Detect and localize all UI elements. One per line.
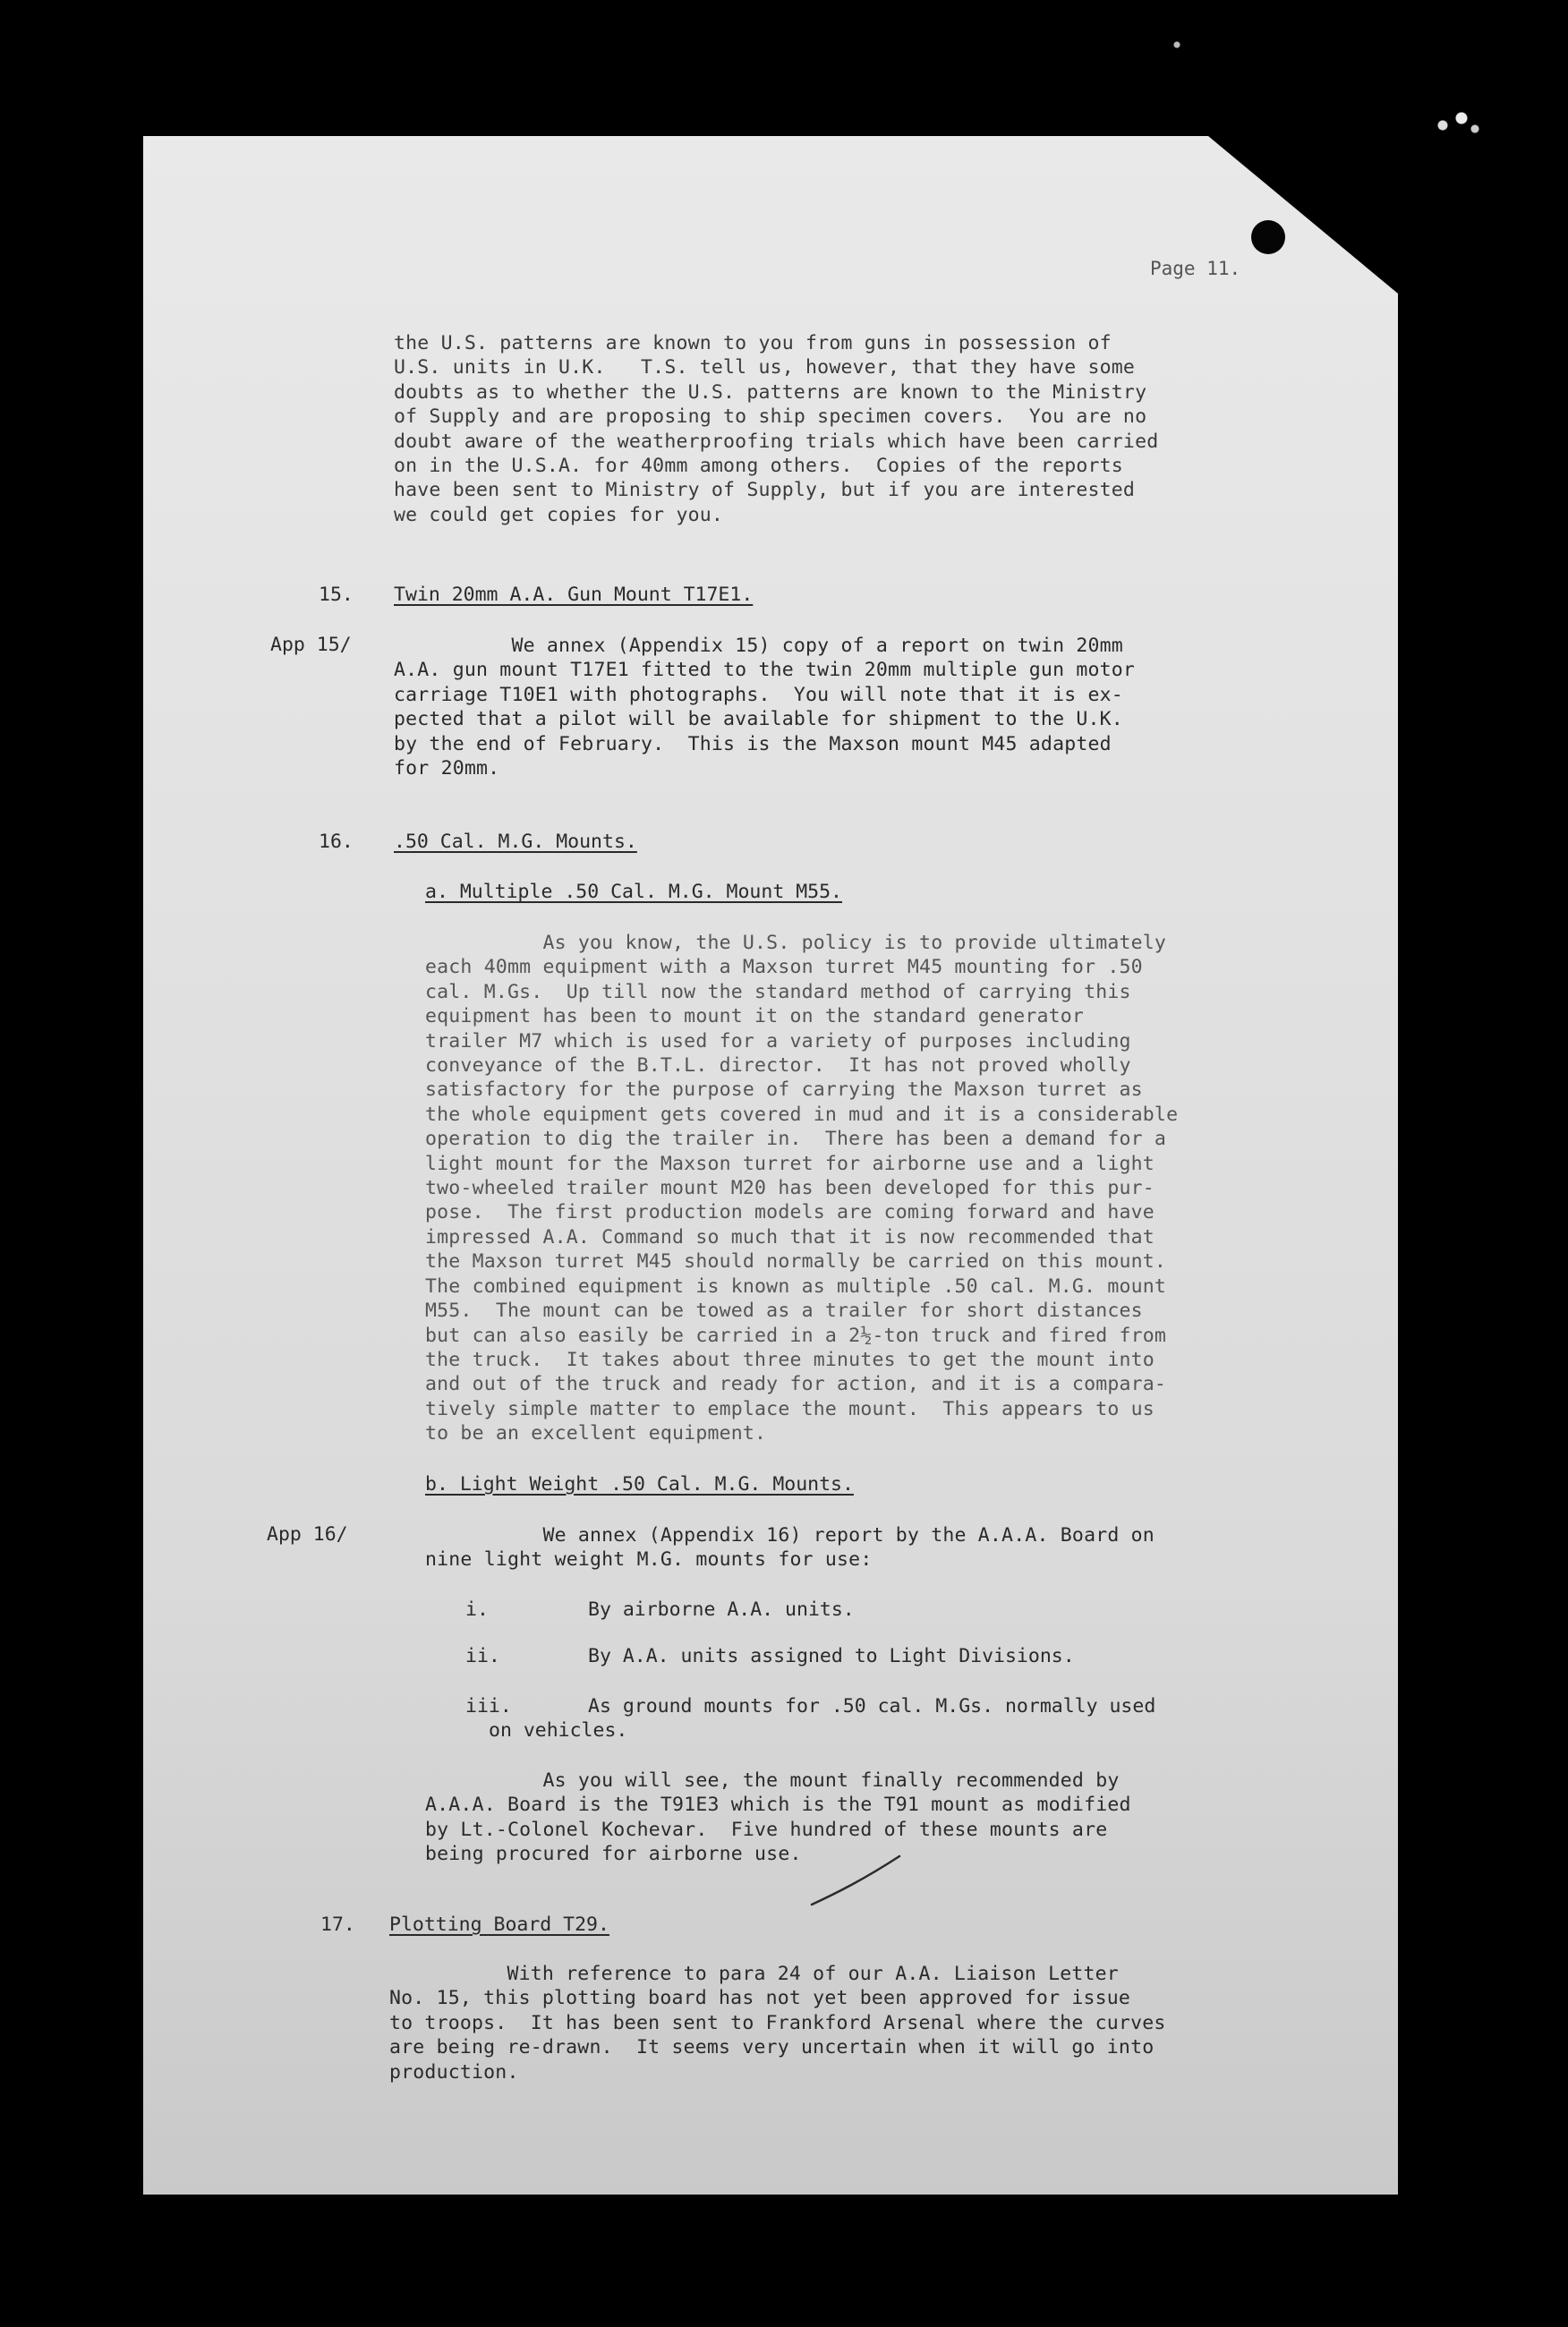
text-line: operation to dig the trailer in. There has been a demand for a xyxy=(425,1128,1167,1151)
text-line: U.S. units in U.K. T.S. tell us, however, that they have some xyxy=(394,356,1136,379)
text-line: carriage T10E1 with photographs. You will note that it is ex- xyxy=(394,683,1123,706)
text-line: We annex (Appendix 15) copy of a report on twin 20mm xyxy=(394,635,1123,657)
text-line: of Supply and are proposing to ship specimen covers. You are no xyxy=(394,405,1147,429)
text-line: the whole equipment gets covered in mud and it is a considerable xyxy=(425,1103,1179,1126)
text-line: the Maxson turret M45 should normally be carried on this mount. xyxy=(425,1250,1167,1274)
text-line: to troops. It has been sent to Frankford Arsenal where the curves xyxy=(389,2011,1166,2034)
list-item-1-number: i. xyxy=(465,1598,489,1621)
section-16b-closing-paragraph xyxy=(425,1769,1131,1867)
text-line: M55. The mount can be towed as a trailer for short distances xyxy=(425,1300,1143,1323)
text-line: each 40mm equipment with a Maxson turret M45 mounting for .50 xyxy=(425,956,1143,979)
list-item-2-number: ii. xyxy=(465,1645,500,1667)
text-line: by the end of February. This is the Maxson mount M45 adapted xyxy=(394,732,1112,755)
pen-tick-mark xyxy=(810,1853,908,1906)
text-line: equipment has been to mount it on the standard generator xyxy=(425,1005,1085,1028)
text-line: two-wheeled trailer mount M20 has been developed for this pur- xyxy=(425,1177,1155,1200)
section-16b-heading: b. Light Weight .50 Cal. M.G. Mounts. xyxy=(425,1473,854,1496)
intro-paragraph xyxy=(394,331,1158,527)
text-line: No. 15, this plotting board has not yet been approved for issue xyxy=(389,1987,1131,2010)
text-line: A.A.A. Board is the T91E3 which is the T91 mount as modified xyxy=(425,1794,1131,1817)
list-item-3-number: iii. xyxy=(465,1695,512,1718)
section-15-heading: Twin 20mm A.A. Gun Mount T17E1. xyxy=(394,584,754,606)
text-line: light mount for the Maxson turret for airborne use and a light xyxy=(425,1152,1155,1175)
section-17-paragraph xyxy=(389,1962,1166,2084)
section-15-number: 15. xyxy=(319,584,354,606)
text-line: but can also easily be carried in a 2½-ton truck and fired from xyxy=(425,1324,1167,1347)
text-line: A.A. gun mount T17E1 fitted to the twin 20mm multiple gun motor xyxy=(394,659,1136,682)
text-line: satisfactory for the purpose of carrying the Maxson turret as xyxy=(425,1078,1143,1102)
section-16b-paragraph xyxy=(425,1523,1155,1573)
text-line: cal. M.Gs. Up till now the standard method of carrying this xyxy=(425,980,1131,1003)
section-17-number: 17. xyxy=(320,1914,355,1936)
section-16a-heading: a. Multiple .50 Cal. M.G. Mount M55. xyxy=(425,881,842,903)
text-line: pose. The first production models are coming forward and have xyxy=(425,1201,1155,1224)
list-item-3-text: As ground mounts for .50 cal. M.Gs. normally used xyxy=(588,1695,1156,1718)
appendix-15-margin-ref: App 15/ xyxy=(270,634,352,656)
text-line: have been sent to Ministry of Supply, but if you are interested xyxy=(394,479,1136,502)
text-line: tively simple matter to emplace the mount. This appears to us xyxy=(425,1397,1155,1420)
text-line: conveyance of the B.T.L. director. It has not proved wholly xyxy=(425,1054,1131,1078)
text-line: the U.S. patterns are known to you from guns in possession of xyxy=(394,332,1112,354)
text-line: With reference to para 24 of our A.A. Liaison Letter xyxy=(389,1963,1119,1985)
text-line: doubts as to whether the U.S. patterns are known to the Ministry xyxy=(394,380,1147,404)
text-line: we could get copies for you. xyxy=(394,503,724,526)
text-line: being procured for airborne use. xyxy=(425,1843,802,1866)
section-16-heading: .50 Cal. M.G. Mounts. xyxy=(394,831,637,853)
section-16-number: 16. xyxy=(319,831,354,853)
text-line: pected that a pilot will be available for shipment to the U.K. xyxy=(394,708,1123,731)
section-16a-paragraph xyxy=(425,931,1178,1446)
text-line: the truck. It takes about three minutes to get the mount into xyxy=(425,1348,1155,1371)
text-line: and out of the truck and ready for action, and it is a compara- xyxy=(425,1373,1167,1396)
text-line: trailer M7 which is used for a variety of purposes including xyxy=(425,1029,1131,1053)
list-item-1-text: By airborne A.A. units. xyxy=(588,1598,855,1621)
appendix-16-margin-ref: App 16/ xyxy=(267,1523,348,1546)
text-line: doubt aware of the weatherproofing trials which have been carried xyxy=(394,430,1159,453)
text-line: nine light weight M.G. mounts for use: xyxy=(425,1548,873,1572)
text-line: to be an excellent equipment. xyxy=(425,1422,767,1445)
text-line: As you know, the U.S. policy is to provide ultimately xyxy=(425,932,1167,954)
text-line: production. xyxy=(389,2060,519,2084)
list-item-2-text: By A.A. units assigned to Light Divisions. xyxy=(588,1645,1075,1667)
text-line: for 20mm. xyxy=(394,757,500,780)
section-17-heading: Plotting Board T29. xyxy=(389,1914,609,1936)
text-line: We annex (Appendix 16) report by the A.A.A. Board on xyxy=(425,1524,1155,1547)
text-line: on in the U.S.A. for 40mm among others. Copies of the reports xyxy=(394,455,1123,478)
page-number: Page 11. xyxy=(1150,258,1241,279)
text-line: As you will see, the mount finally recommended by xyxy=(425,1769,1120,1792)
section-15-paragraph xyxy=(394,634,1135,780)
text-line: by Lt.-Colonel Kochevar. Five hundred of these mounts are xyxy=(425,1818,1108,1841)
text-line: are being re-drawn. It seems very uncertain when it will go into xyxy=(389,2036,1155,2059)
text-line: impressed A.A. Command so much that it is now recommended that xyxy=(425,1225,1155,1249)
list-item-3-continuation: on vehicles. xyxy=(489,1719,628,1742)
text-line: The combined equipment is known as multiple .50 cal. M.G. mount xyxy=(425,1274,1167,1298)
